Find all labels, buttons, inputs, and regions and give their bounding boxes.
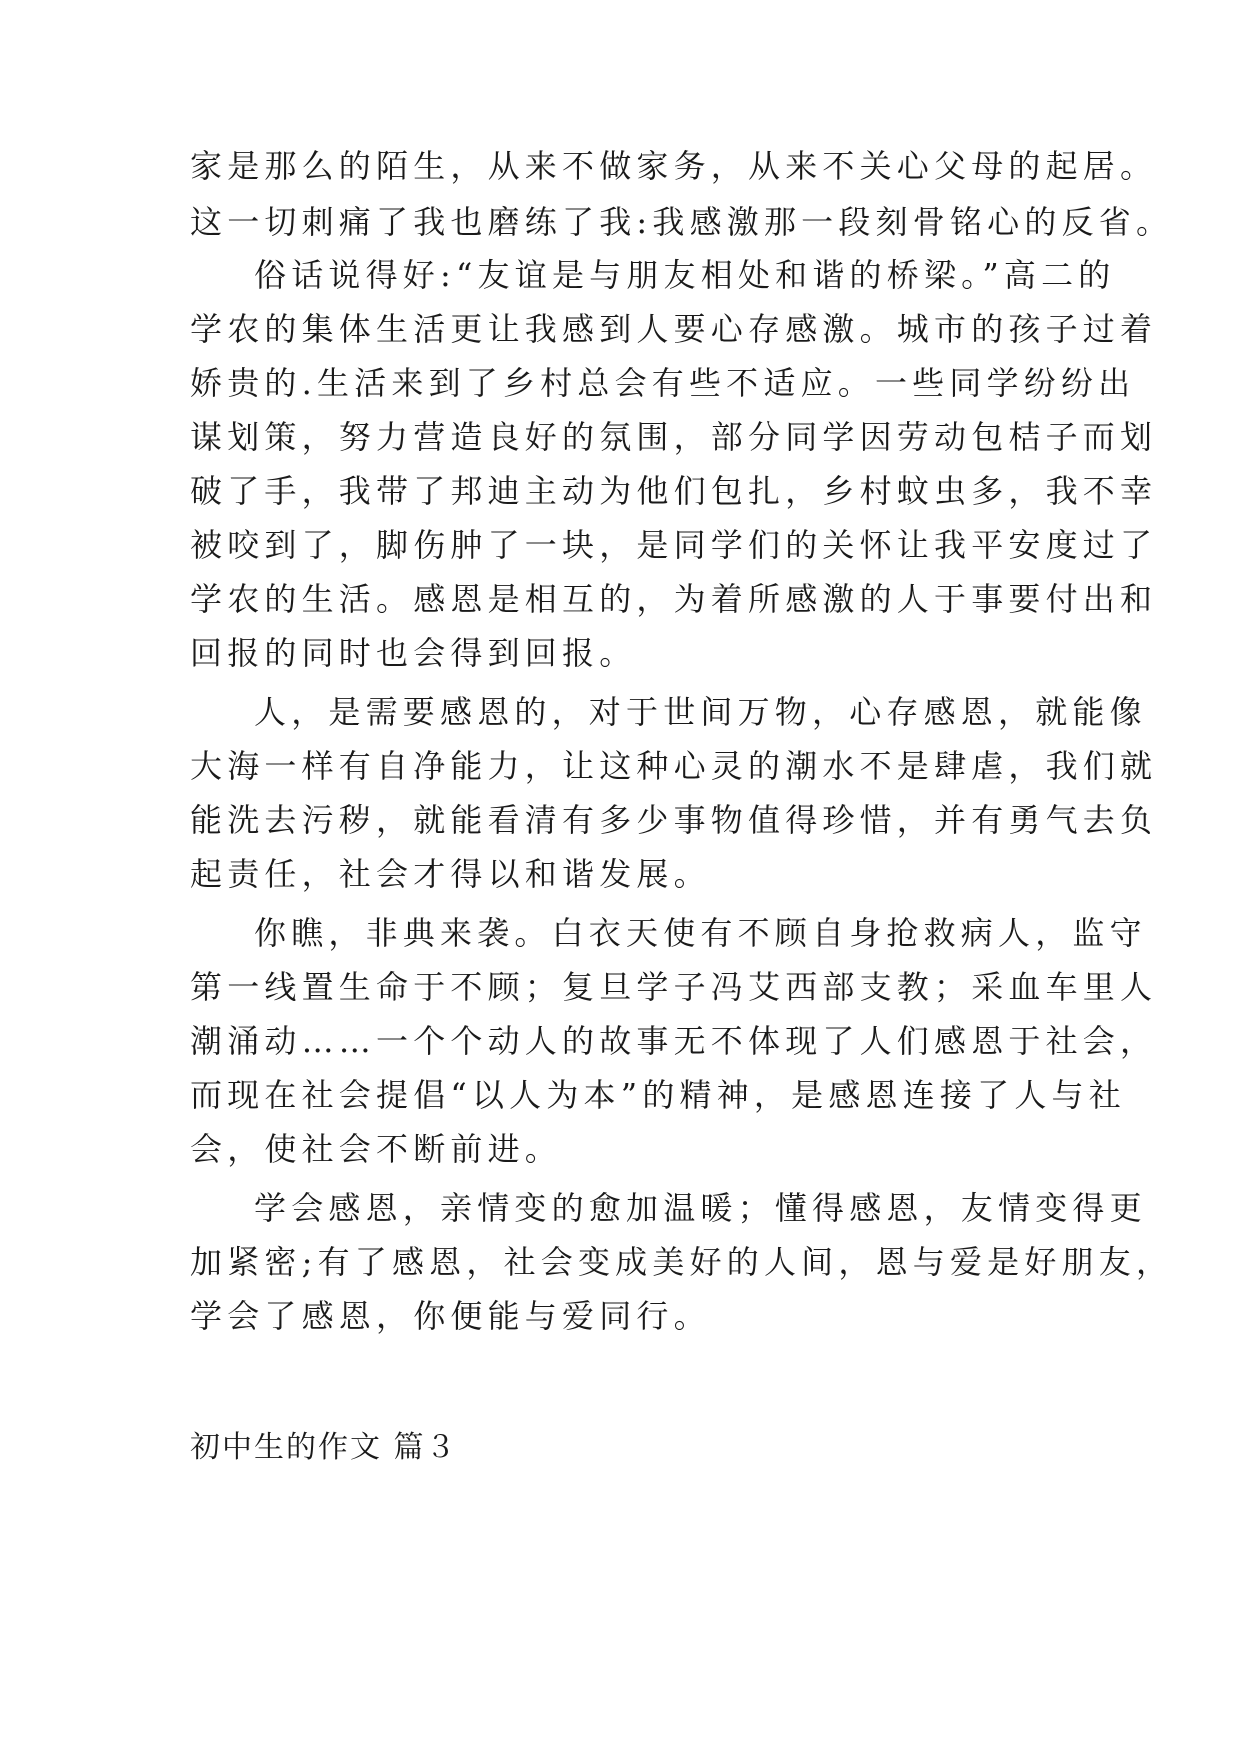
paragraph-4-line-1: 你瞧，非典来袭。白衣天使有不顾自身抢救病人，监守 <box>254 914 1147 952</box>
paragraph-2-line-8: 回报的同时也会得到回报。 <box>190 634 637 672</box>
paragraph-3-line-4: 起责任，社会才得以和谐发展。 <box>190 855 711 893</box>
paragraph-4-line-3: 潮涌动……一个个动人的故事无不体现了人们感恩于社会， <box>190 1022 1158 1060</box>
paragraph-3-line-2: 大海一样有自净能力，让这种心灵的潮水不是肆虐，我们就 <box>190 747 1158 785</box>
paragraph-5-line-2: 加紧密;有了感恩，社会变成美好的人间，恩与爱是好朋友， <box>190 1243 1174 1281</box>
paragraph-2-line-3: 娇贵的.生活来到了乡村总会有些不适应。一些同学纷纷出 <box>190 364 1136 402</box>
paragraph-1-line-1: 家是那么的陌生，从来不做家务，从来不关心父母的起居。 <box>190 147 1158 185</box>
paragraph-4-line-4: 而现在社会提倡“以人为本”的精神，是感恩连接了人与社 <box>190 1076 1126 1114</box>
paragraph-2-line-6: 被咬到了，脚伤肿了一块，是同学们的关怀让我平安度过了 <box>190 526 1158 564</box>
section-heading: 初中生的作文 篇３ <box>190 1430 458 1465</box>
paragraph-2-line-4: 谋划策，努力营造良好的氛围，部分同学因劳动包桔子而划 <box>190 418 1158 456</box>
paragraph-2-line-5: 破了手，我带了邦迪主动为他们包扎，乡村蚊虫多，我不幸 <box>190 472 1158 510</box>
paragraph-3-line-3: 能洗去污秽，就能看清有多少事物值得珍惜，并有勇气去负 <box>190 801 1158 839</box>
paragraph-2-line-1: 俗话说得好:“友谊是与朋友相处和谐的桥梁。”高二的 <box>254 256 1116 294</box>
paragraph-5-line-1: 学会感恩，亲情变的愈加温暖；懂得感恩，友情变得更 <box>254 1189 1147 1227</box>
paragraph-4-line-5: 会，使社会不断前进。 <box>190 1130 563 1168</box>
paragraph-5-line-3: 学会了感恩，你便能与爱同行。 <box>190 1297 711 1335</box>
paragraph-2-line-7: 学农的生活。感恩是相互的，为着所感激的人于事要付出和 <box>190 580 1158 618</box>
paragraph-2-line-2: 学农的集体生活更让我感到人要心存感激。城市的孩子过着 <box>190 310 1158 348</box>
paragraph-4-line-2: 第一线置生命于不顾；复旦学子冯艾西部支教；采血车里人 <box>190 968 1158 1006</box>
paragraph-1-line-2: 这一切刺痛了我也磨练了我:我感激那一段刻骨铭心的反省。 <box>190 203 1174 241</box>
paragraph-3-line-1: 人，是需要感恩的，对于世间万物，心存感恩，就能像 <box>254 693 1147 731</box>
